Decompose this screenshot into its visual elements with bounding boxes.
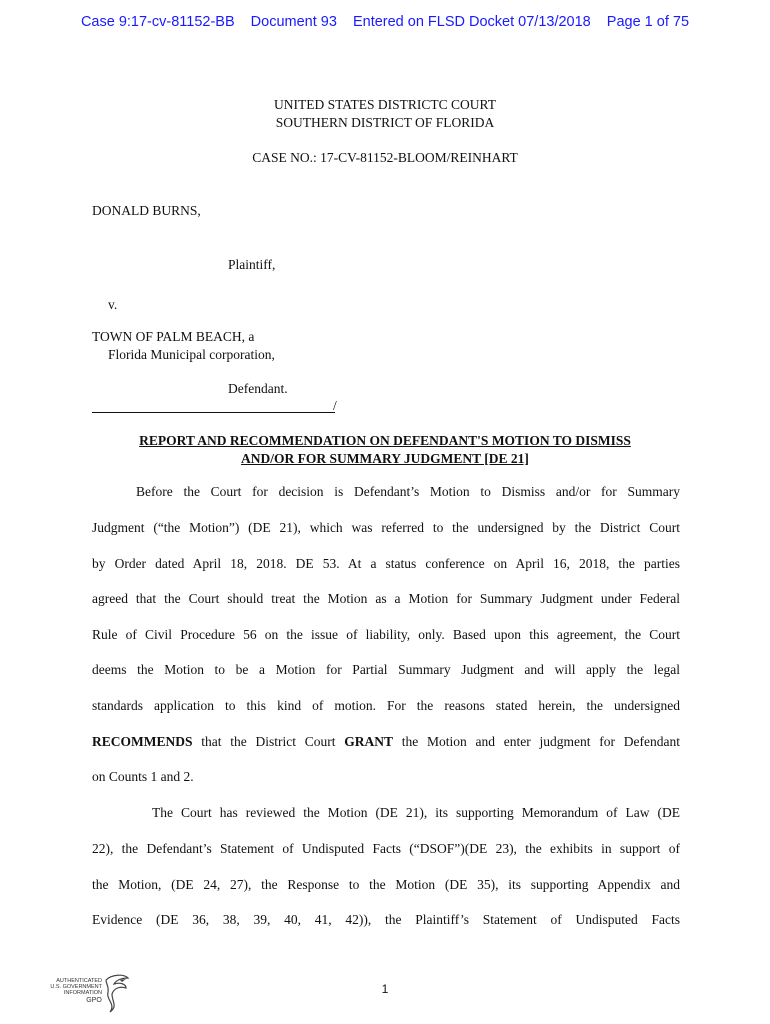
title-line-2: AND/OR FOR SUMMARY JUDGMENT [DE 21] (241, 451, 529, 466)
body-line: Rule of Civil Procedure 56 on the issue of liability, only. Based upon this agreement, the Court (92, 627, 680, 642)
body-line: 22), the Defendant’s Statement of Undisputed Facts (“DSOF”)(DE 23), the exhibits in support of (92, 841, 680, 856)
eagle-icon (102, 972, 132, 1016)
body-line: by Order dated April 18, 2018. DE 53. At a status conference on April 16, 2018, the parties (92, 556, 680, 571)
document-number: Document 93 (250, 14, 337, 30)
gpo-authentication-seal (44, 972, 132, 1016)
page-number: 1 (381, 982, 389, 996)
defendant-name: TOWN OF PALM BEACH, a (92, 329, 255, 344)
body-line: deems the Motion to be a Motion for Partial Summary Judgment and will apply the legal (92, 662, 680, 677)
plaintiff-name: DONALD BURNS, (92, 203, 201, 218)
gpo-mark: GPO (86, 997, 102, 1004)
body-line: agreed that the Court should treat the Motion as a Motion for Summary Judgment under Federal (92, 591, 680, 606)
gpo-text: AUTHENTICATED U.S. GOVERNMENT INFORMATION (50, 978, 102, 996)
caption-rule (92, 412, 335, 413)
body-line: standards application to this kind of motion. For the reasons stated herein, the undersigned (92, 698, 680, 713)
defendant-role: Defendant. (228, 381, 288, 396)
versus: v. (108, 297, 118, 312)
recommendation-mid: that the District Court (192, 734, 345, 749)
grant-bold: GRANT (344, 734, 394, 749)
entered-on: Entered on FLSD Docket 07/13/2018 (352, 14, 591, 30)
plaintiff-role: Plaintiff, (228, 257, 276, 272)
body-line: Judgment (“the Motion”) (DE 21), which was referred to the undersigned by the District Court (92, 520, 680, 535)
caption-slash: / (333, 398, 337, 413)
document-title (0, 432, 770, 468)
case-number-line: CASE NO.: 17-CV-81152-BLOOM/REINHART (252, 150, 518, 165)
recommendation-end: the Motion and enter judgment for Defendant (393, 734, 680, 749)
defendant-description: Florida Municipal corporation, (108, 347, 275, 362)
recommends-bold: RECOMMENDS (92, 734, 193, 749)
court-name: UNITED STATES DISTRICTC COURT (274, 97, 496, 112)
body-line: The Court has reviewed the Motion (DE 21), its supporting Memorandum of Law (DE (152, 805, 680, 820)
case-number: Case 9:17-cv-81152-BB (80, 14, 235, 30)
docket-header (0, 14, 770, 30)
body-line: the Motion, (DE 24, 27), the Response to the Motion (DE 35), its supporting Appendix and (92, 877, 680, 892)
title-line-1: REPORT AND RECOMMENDATION ON DEFENDANT'S MOTION TO DISMISS (139, 433, 631, 448)
body-line: Evidence (DE 36, 38, 39, 40, 41, 42)), the Plaintiff’s Statement of Undisputed Facts (92, 912, 680, 927)
body-line: Before the Court for decision is Defendant’s Motion to Dismiss and/or for Summary (136, 484, 680, 499)
page-count: Page 1 of 75 (606, 14, 690, 30)
body-line-recommendation (92, 734, 680, 750)
body-line: on Counts 1 and 2. (92, 769, 194, 784)
court-heading (0, 96, 770, 132)
district-name: SOUTHERN DISTRICT OF FLORIDA (275, 115, 495, 130)
